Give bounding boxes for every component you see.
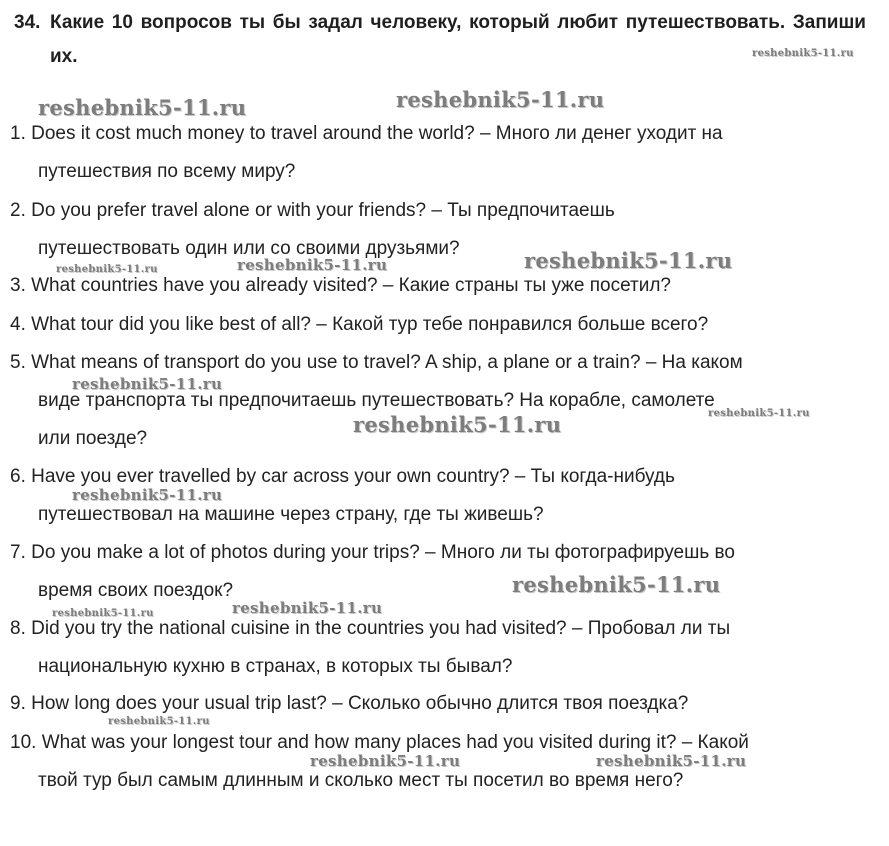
question-line: 5. What means of transport do you use to travel? A ship, a plane or a train? – На каком	[10, 352, 743, 373]
watermark: reshebnik5-11.ru	[232, 599, 383, 617]
question-item	[10, 534, 868, 610]
watermark: reshebnik5-11.ru	[396, 87, 605, 112]
question-line: 3. What countries have you already visited? – Какие страны ты уже посетил?	[10, 275, 671, 296]
question-line: 6. Have you ever travelled by car across your own country? – Ты когда-нибудь	[10, 466, 675, 487]
watermark: reshebnik5-11.ru	[38, 95, 247, 120]
question-line: 2. Do you prefer travel alone or with your friends? – Ты предпочитаешь	[10, 200, 615, 221]
watermark: reshebnik5-11.ru	[237, 256, 388, 274]
question-item	[10, 306, 868, 344]
watermark: reshebnik5-11.ru	[353, 412, 562, 437]
question-continuation: путешествовал на машине через страну, где ты живешь?	[38, 504, 544, 525]
question-continuation: твой тур был самым длинным и сколько мест ты посетил во время него?	[38, 770, 684, 791]
watermark: reshebnik5-11.ru	[752, 48, 854, 59]
question-continuation: путешествия по всему миру?	[38, 161, 296, 182]
task-text: Какие 10 вопросов ты бы задал человеку, который любит путешествовать. Запиши их.	[50, 12, 866, 67]
watermark: reshebnik5-11.ru	[310, 752, 461, 770]
question-line: 1. Does it cost much money to travel around the world? – Много ли денег уходит на	[10, 123, 723, 144]
watermark: reshebnik5-11.ru	[72, 486, 223, 504]
question-item	[10, 610, 868, 686]
question-line: 4. What tour did you like best of all? – Какой тур тебе понравился больше всего?	[10, 314, 709, 335]
watermark: reshebnik5-11.ru	[108, 716, 210, 727]
question-item	[10, 115, 868, 191]
question-line: 10. What was your longest tour and how many places had you visited during it? – Какой	[10, 732, 749, 753]
watermark: reshebnik5-11.ru	[596, 752, 747, 770]
question-continuation: путешествовать один или со своими друзьями?	[38, 238, 460, 259]
question-line: 9. How long does your usual trip last? – Сколько обычно длится твоя поездка?	[10, 693, 689, 714]
task-heading	[14, 6, 866, 74]
task-number: 34.	[14, 12, 41, 33]
watermark: reshebnik5-11.ru	[56, 264, 158, 275]
question-continuation: виде транспорта ты предпочитаешь путешествовать? На корабле, самолете	[38, 390, 715, 411]
watermark: reshebnik5-11.ru	[512, 572, 721, 597]
question-line: 8. Did you try the national cuisine in the countries you had visited? – Пробовал ли ты	[10, 618, 731, 639]
watermark: reshebnik5-11.ru	[52, 608, 154, 619]
question-continuation: или поезде?	[38, 428, 148, 449]
question-item	[10, 192, 868, 268]
watermark: reshebnik5-11.ru	[708, 408, 810, 419]
watermark: reshebnik5-11.ru	[524, 248, 733, 273]
question-line: 7. Do you make a lot of photos during your trips? – Много ли ты фотографируешь во	[10, 542, 735, 563]
question-continuation: национальную кухню в странах, в которых ты бывал?	[38, 656, 513, 677]
watermark: reshebnik5-11.ru	[72, 375, 223, 393]
question-item	[10, 344, 868, 458]
question-continuation: время своих поездок?	[38, 580, 234, 601]
